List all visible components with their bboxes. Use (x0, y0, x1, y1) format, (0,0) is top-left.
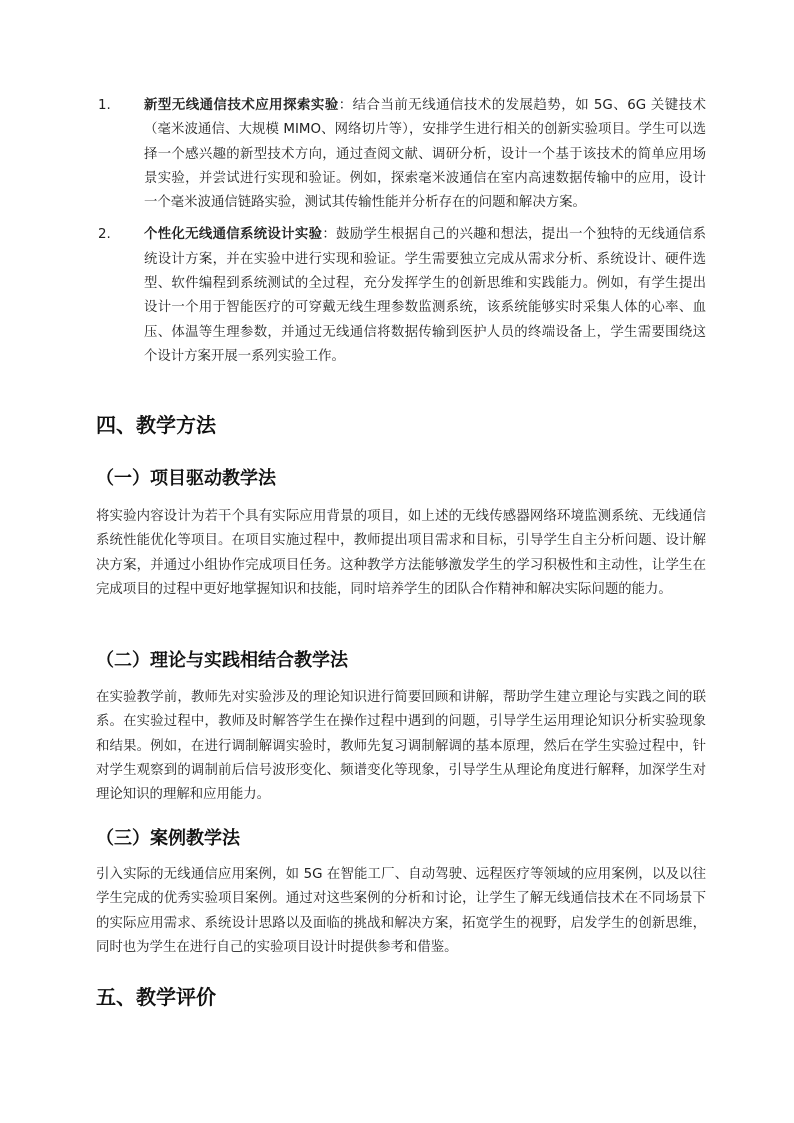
list-item (96, 223, 706, 369)
list-item-title: 新型无线通信技术应用探索实验 (144, 98, 339, 113)
list-item (96, 94, 706, 215)
paragraph-project-driven: 将实验内容设计为若干个具有实际应用背景的项目，如上述的无线传感器网络环境监测系统、无线通信系统性能优化等项目。在项目实施过程中，教师提出项目需求和目标，引导学生自主分析问题、设计解决方案，并通过小组协作完成项目任务。这种教学方法能够激发学生的学习积极性和主动性，让学生在完成项目的过程中更好地掌握知识和技能，同时培养学生的团队合作精神和解决实际问题的能力。 (96, 509, 706, 597)
section-heading-teaching-evaluation: 五、教学评价 (96, 985, 216, 1009)
list-item-title: 个性化无线通信系统设计实验 (144, 227, 323, 243)
subsection-heading-project-driven: （一）项目驱动教学法 (96, 468, 276, 489)
paragraph-theory-practice: 在实验教学前，教师先对实验涉及的理论知识进行简要回顾和讲解，帮助学生建立理论与实践之间的联系。在实验过程中，教师及时解答学生在操作过程中遇到的问题，引导学生运用理论知识分析实验现象和结果。例如，在进行调制解调实验时，教师先复习调制解调的基本原理，然后在学生实验过程中，针对学生观察到的调制前后信号波形变化、频谱变化等现象，引导学生从理论角度进行解释，加深学生对理论知识的理解和应用能力。 (96, 690, 706, 803)
paragraph-case-teaching: 引入实际的无线通信应用案例，如 5G 在智能工厂、自动驾驶、远程医疗等领域的应用案例，以及以往学生完成的优秀实验项目案例。通过对这些案例的分析和讨论，让学生了解无线通信技术在不同场景下的实际应用需求、系统设计思路以及面临的挑战和解决方案，拓宽学生的视野，启发学生的创新思维，同时也为学生在进行自己的实验项目设计时提供参考和借鉴。 (96, 867, 706, 955)
subsection-heading-theory-practice: （二）理论与实践相结合教学法 (96, 650, 348, 671)
list-number: 1. (98, 98, 111, 113)
section-heading-teaching-methods: 四、教学方法 (96, 413, 216, 437)
list-item-text: ：结合当前无线通信技术的发展趋势，如 5G、6G 关键技术（毫米波通信、大规模 MIMO、网络切片等），安排学生进行相关的创新实验项目。学生可以选择一个感兴趣的新型技术方向，通过查阅文献、调研分析，设计一个基于该技术的简单应用场景实验，并尝试进行实现和验证。例如，探索毫米波通信在室内高速数据传输中的应用，设计一个毫米波通信链路实验，测试其传输性能并分析存在的问题和解决方案。 (144, 98, 706, 211)
numbered-list (96, 94, 706, 369)
subsection-heading-case-teaching: （三）案例教学法 (96, 828, 240, 849)
list-item-text: ：鼓励学生根据自己的兴趣和想法，提出一个独特的无线通信系统设计方案，并在实验中进行实现和验证。学生需要独立完成从需求分析、系统设计、硬件选型、软件编程到系统测试的全过程，充分发挥学生的创新思维和实践能力。例如，有学生提出设计一个用于智能医疗的可穿戴无线生理参数监测系统，该系统能够实时采集人体的心率、血压、体温等生理参数，并通过无线通信将数据传输到医护人员的终端设备上，学生需要围绕这个设计方案开展一系列实验工作。 (144, 227, 707, 364)
list-number: 2. (98, 227, 111, 243)
